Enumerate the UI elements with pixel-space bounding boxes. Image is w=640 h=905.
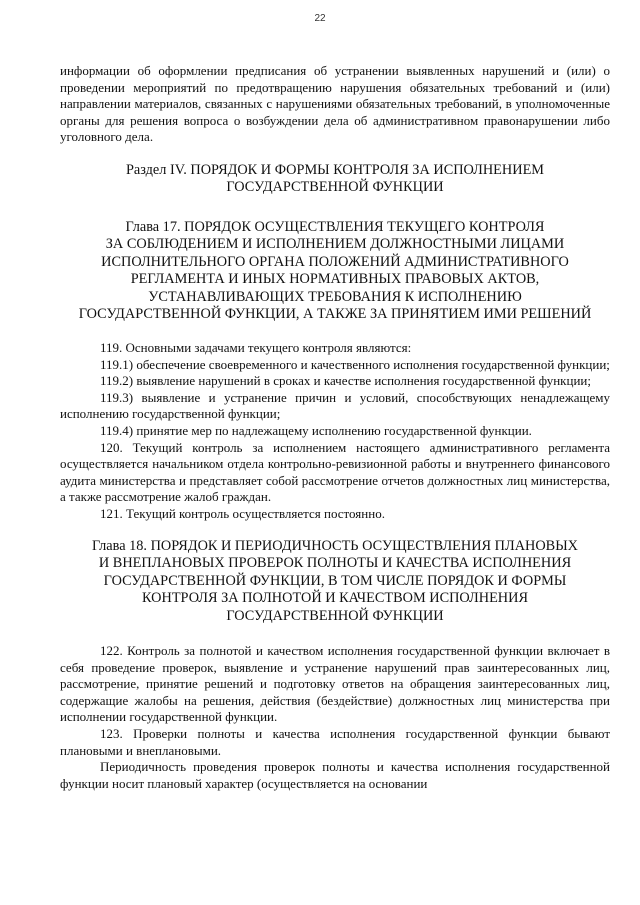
paragraph-119-4: 119.4) принятие мер по надлежащему исполнению государственной функции. — [100, 422, 532, 438]
chapter-title-line: РЕГЛАМЕНТА И ИНЫХ НОРМАТИВНЫХ ПРАВОВЫХ АКТОВ, — [130, 271, 540, 288]
chapter-title-line: ЗА СОБЛЮДЕНИЕМ И ИСПОЛНЕНИЕМ ДОЛЖНОСТНЫМИ ЛИЦАМИ — [105, 236, 565, 253]
chapter-title-line: ГОСУДАРСТВЕННОЙ ФУНКЦИИ, В ТОМ ЧИСЛЕ ПОРЯДОК И ФОРМЫ — [103, 572, 567, 589]
chapter-title-line: И ВНЕПЛАНОВЫХ ПРОВЕРОК ПОЛНОТЫ И КАЧЕСТВА ИСПОЛНЕНИЯ — [98, 555, 572, 571]
chapter-title-line: ГОСУДАРСТВЕННОЙ ФУНКЦИИ — [226, 607, 444, 624]
paragraph-119-1: 119.1) обеспечение своевременного и качественного исполнения государственной функции; — [100, 356, 610, 372]
section-title-line: ГОСУДАРСТВЕННОЙ ФУНКЦИИ — [226, 179, 444, 196]
chapter-title-line: КОНТРОЛЯ ЗА ПОЛНОТОЙ И КАЧЕСТВОМ ИСПОЛНЕНИЯ — [142, 590, 528, 606]
chapter-title-line: ГОСУДАРСТВЕННОЙ ФУНКЦИИ, А ТАКЖЕ ЗА ПРИНЯТИЕМ ИМИ РЕШЕНИЙ — [78, 306, 592, 323]
intro-paragraph: информации об оформлении предписания об устранении выявленных нарушений и (или) о проведении мероприятий по предотвращению нарушения обязательных требований и (или) направлении материалов, связанных с нарушениями обязательных требований, в уполномоченные органы для решения вопроса о возбуждении дела об административном правонарушении либо уголовного дела. — [60, 63, 610, 145]
chapter-title-line: Глава 17. ПОРЯДОК ОСУЩЕСТВЛЕНИЯ ТЕКУЩЕГО КОНТРОЛЯ — [125, 218, 545, 235]
paragraph-122: 122. Контроль за полнотой и качеством исполнения государственной функции включает в себя проведение проверок, выявление и устранение нарушений прав заинтересованных лиц, рассмотрение, принятие решений и подготовку ответов на обращения заинтересованных лиц, содержащие жалобы на решения, действия (бездействие) должностных лиц министерства при исполнении государственной функции. — [60, 643, 610, 725]
chapter-17-body — [60, 340, 610, 523]
paragraph-120: 120. Текущий контроль за исполнением настоящего административного регламента осуществляется начальником отдела контрольно-ревизионной работы и внутреннего финансового аудита министерства и представляет собой рассмотрение отчетов должностных лиц министерства, а также рассмотрение жалоб граждан. — [60, 439, 610, 505]
chapter-title-line: ИСПОЛНИТЕЛЬНОГО ОРГАНА ПОЛОЖЕНИЙ АДМИНИСТРАТИВНОГО — [101, 253, 569, 270]
paragraph-periodicity: Периодичность проведения проверок полноты и качества исполнения государственной функции носит плановый характер (осуществляется на основании — [60, 759, 610, 791]
section-title — [60, 162, 610, 197]
paragraph-123: 123. Проверки полноты и качества исполнения государственной функции бывают плановыми и внеплановыми. — [60, 725, 610, 758]
paragraph-121: 121. Текущий контроль осуществляется постоянно. — [100, 505, 385, 521]
chapter-18-body — [60, 643, 610, 792]
chapter-17-title — [60, 219, 610, 324]
chapter-title-line: УСТАНАВЛИВАЮЩИХ ТРЕБОВАНИЯ К ИСПОЛНЕНИЮ — [148, 288, 522, 305]
chapter-title-line: Глава 18. ПОРЯДОК И ПЕРИОДИЧНОСТЬ ОСУЩЕСТВЛЕНИЯ ПЛАНОВЫХ — [91, 537, 578, 554]
paragraph-119: 119. Основными задачами текущего контроля являются: — [100, 339, 412, 355]
chapter-18-title — [60, 538, 610, 626]
page-content — [60, 63, 610, 792]
paragraph-119-3: 119.3) выявление и устранение причин и условий, способствующих ненадлежащему исполнению государственной функции; — [60, 389, 610, 422]
section-title-line: Раздел IV. ПОРЯДОК И ФОРМЫ КОНТРОЛЯ ЗА ИСПОЛНЕНИЕМ — [125, 161, 545, 178]
paragraph-119-2: 119.2) выявление нарушений в сроках и качестве исполнения государственной функции; — [100, 373, 591, 389]
page-number: 22 — [314, 13, 326, 24]
